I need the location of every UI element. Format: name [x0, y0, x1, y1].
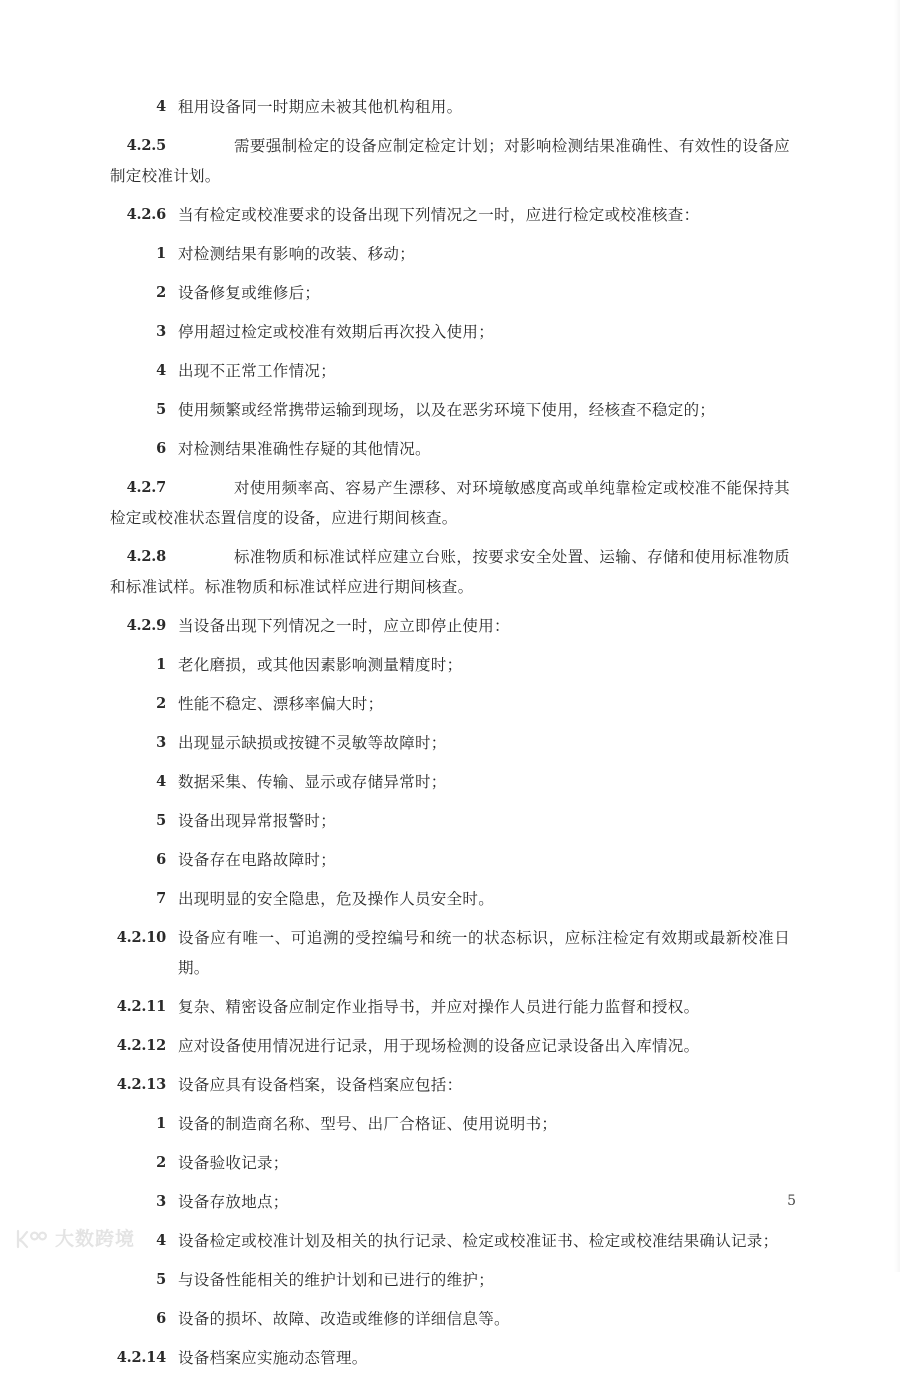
list-item-text: 设备修复或维修后； — [178, 284, 321, 302]
section-paragraph — [110, 611, 790, 641]
list-item-text: 设备验收记录； — [178, 1154, 289, 1172]
section-text: 对使用频率高、容易产生漂移、对环境敏感度高或单纯靠检定或校准不能保持其检定或校准状态置信度的设备，应进行期间核查。 — [110, 479, 790, 527]
list-item-number: 4 — [156, 362, 166, 379]
list-item-number: 3 — [156, 323, 166, 340]
section-text: 标准物质和标准试样应建立台账，按要求安全处置、运输、存储和使用标准物质和标准试样。标准物质和标准试样应进行期间核查。 — [110, 548, 790, 596]
section-text: 设备应具有设备档案，设备档案应包括： — [178, 1076, 463, 1094]
list-item — [110, 1265, 790, 1295]
section-paragraph — [110, 542, 790, 602]
list-item — [110, 767, 790, 797]
section-number: 4.2.5 — [126, 137, 166, 154]
section-paragraph — [110, 1343, 790, 1373]
list-item — [110, 845, 790, 875]
list-item-number: 2 — [156, 695, 166, 712]
section-number: 4.2.10 — [116, 929, 166, 946]
section-number: 4.2.14 — [116, 1349, 166, 1366]
section-paragraph — [110, 923, 790, 983]
list-item — [110, 806, 790, 836]
watermark — [14, 1228, 135, 1250]
list-item-number: 7 — [156, 890, 166, 907]
list-item-number: 3 — [156, 1193, 166, 1210]
section-paragraph — [110, 131, 790, 191]
list-item — [110, 434, 790, 464]
list-item-number: 4 — [156, 773, 166, 790]
list-item-number: 3 — [156, 734, 166, 751]
list-item — [110, 395, 790, 425]
list-item-number: 5 — [156, 1271, 166, 1288]
list-item-text: 对检测结果准确性存疑的其他情况。 — [178, 440, 431, 458]
list-item — [110, 689, 790, 719]
list-item-number: 6 — [156, 440, 166, 457]
list-item-text: 老化磨损，或其他因素影响测量精度时； — [178, 656, 463, 674]
page-number: 5 — [787, 1193, 796, 1209]
list-item — [110, 317, 790, 347]
list-item-number: 4 — [156, 1232, 166, 1249]
section-number: 4.2.12 — [116, 1037, 166, 1054]
section-paragraph — [110, 200, 790, 230]
list-item — [110, 92, 790, 122]
list-item — [110, 1304, 790, 1334]
list-item-text: 使用频繁或经常携带运输到现场，以及在恶劣环境下使用，经核查不稳定的； — [178, 401, 716, 419]
list-item-text: 对检测结果有影响的改装、移动； — [178, 245, 416, 263]
list-item — [110, 356, 790, 386]
list-item-number: 5 — [156, 812, 166, 829]
list-item — [110, 1187, 790, 1217]
section-paragraph — [110, 1070, 790, 1100]
watermark-logo-icon — [14, 1228, 48, 1250]
document-body — [110, 92, 790, 1382]
list-item — [110, 650, 790, 680]
list-item-text: 设备存放地点； — [178, 1193, 289, 1211]
list-item-text: 设备的损坏、故障、改造或维修的详细信息等。 — [178, 1310, 510, 1328]
list-item-text: 设备出现异常报警时； — [178, 812, 337, 830]
section-number: 4.2.6 — [126, 206, 166, 223]
list-item — [110, 1148, 790, 1178]
section-number: 4.2.8 — [126, 548, 166, 565]
section-number: 4.2.7 — [126, 479, 166, 496]
list-item-text: 出现明显的安全隐患，危及操作人员安全时。 — [178, 890, 495, 908]
list-item — [110, 884, 790, 914]
section-number: 4.2.9 — [126, 617, 166, 634]
list-item-number: 1 — [156, 1115, 166, 1132]
section-text: 设备应有唯一、可追溯的受控编号和统一的状态标识，应标注检定有效期或最新校准日期。 — [178, 929, 790, 977]
section-text: 当设备出现下列情况之一时，应立即停止使用： — [178, 617, 510, 635]
watermark-label: 大数跨境 — [55, 1228, 136, 1250]
list-item-number: 4 — [156, 98, 166, 115]
list-item-text: 停用超过检定或校准有效期后再次投入使用； — [178, 323, 495, 341]
list-item-text: 与设备性能相关的维护计划和已进行的维护； — [178, 1271, 495, 1289]
section-paragraph — [110, 473, 790, 533]
section-text: 当有检定或校准要求的设备出现下列情况之一时，应进行检定或校准核查： — [178, 206, 700, 224]
section-paragraph — [110, 992, 790, 1022]
section-number: 4.2.13 — [116, 1076, 166, 1093]
list-item-number: 6 — [156, 851, 166, 868]
section-text: 设备档案应实施动态管理。 — [178, 1349, 368, 1367]
list-item-text: 数据采集、传输、显示或存储异常时； — [178, 773, 447, 791]
scan-edge-shadow — [894, 0, 900, 1272]
list-item-text: 性能不稳定、漂移率偏大时； — [178, 695, 384, 713]
list-item-number: 6 — [156, 1310, 166, 1327]
list-item-number: 1 — [156, 656, 166, 673]
list-item-text: 租用设备同一时期应未被其他机构租用。 — [178, 98, 463, 116]
list-item-text: 设备存在电路故障时； — [178, 851, 337, 869]
section-text: 复杂、精密设备应制定作业指导书，并应对操作人员进行能力监督和授权。 — [178, 998, 700, 1016]
list-item-text: 设备的制造商名称、型号、出厂合格证、使用说明书； — [178, 1115, 558, 1133]
section-text: 需要强制检定的设备应制定检定计划；对影响检测结果准确性、有效性的设备应制定校准计划。 — [110, 137, 790, 185]
list-item-number: 5 — [156, 401, 166, 418]
list-item-number: 1 — [156, 245, 166, 262]
section-text: 应对设备使用情况进行记录，用于现场检测的设备应记录设备出入库情况。 — [178, 1037, 700, 1055]
list-item — [110, 1226, 790, 1256]
list-item-number: 2 — [156, 284, 166, 301]
list-item — [110, 278, 790, 308]
list-item — [110, 1109, 790, 1139]
list-item-text: 出现显示缺损或按键不灵敏等故障时； — [178, 734, 447, 752]
list-item-text: 设备检定或校准计划及相关的执行记录、检定或校准证书、检定或校准结果确认记录； — [178, 1232, 779, 1250]
list-item-text: 出现不正常工作情况； — [178, 362, 337, 380]
list-item — [110, 239, 790, 269]
section-number: 4.2.11 — [116, 998, 166, 1015]
list-item — [110, 728, 790, 758]
section-paragraph — [110, 1031, 790, 1061]
list-item-number: 2 — [156, 1154, 166, 1171]
